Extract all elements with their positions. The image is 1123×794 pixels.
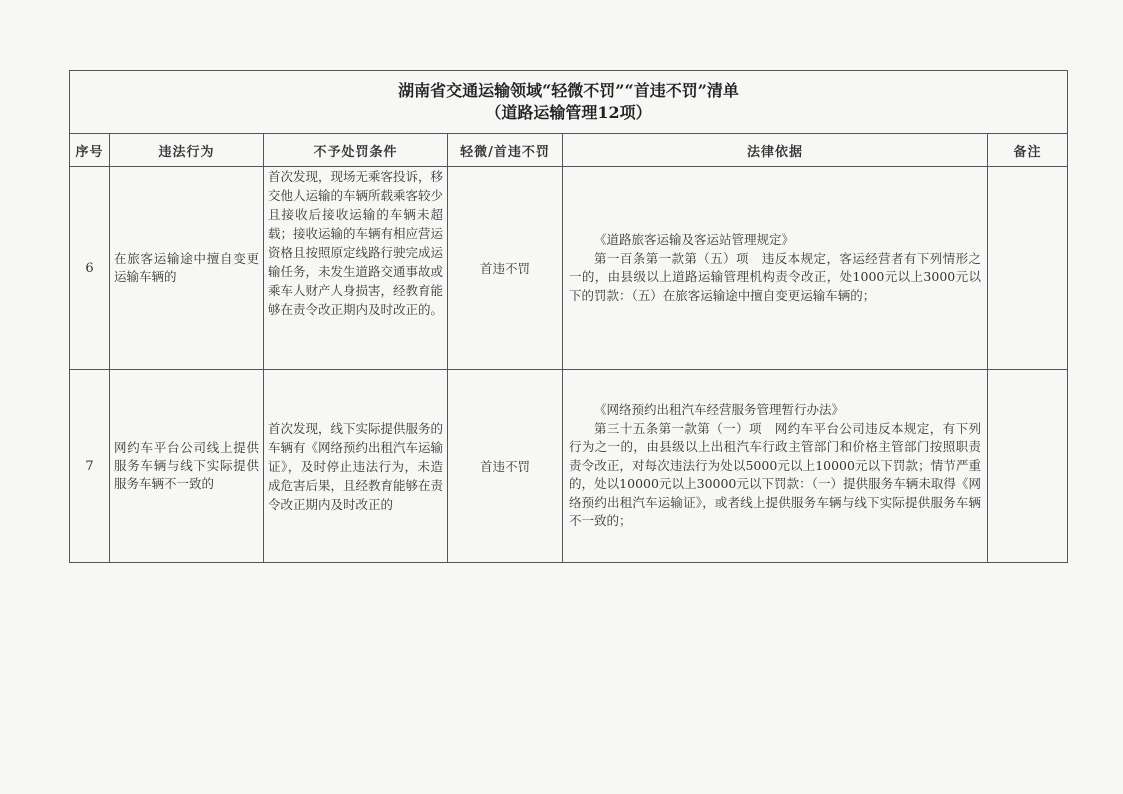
table-header-row [70,134,1068,167]
row-number: 7 [70,370,110,563]
row-condition: 首次发现，现场无乘客投诉，移交他人运输的车辆所载乘客较少且接收后接收运输的车辆未超载；接收运输的车辆有相应营运资格且按照原定线路行驶完成运输任务，未发生道路交通事故或乘车人财产人身损害，经教育能够在责令改正期内及时改正的。 [264,167,448,370]
table-row [70,370,1068,563]
law-source: 《网络预约出租汽车经营服务管理暂行办法》 [594,402,845,418]
table-title-cell [70,71,1068,134]
penalty-list-table [69,70,1068,563]
row-condition: 首次发现，线下实际提供服务的车辆有《网络预约出租汽车运输证》，及时停止违法行为，未造成危害后果，且经教育能够在责令改正期内及时改正的 [264,370,448,563]
row-violation: 网约车平台公司线上提供服务车辆与线下实际提供服务车辆不一致的 [110,370,264,563]
row-note [988,167,1068,370]
document-subtitle: （道路运输管理12项） [485,103,652,122]
header-penalty-type: 轻微/首违不罚 [448,134,563,167]
law-source: 《道路旅客运输及客运站管理规定》 [594,232,795,247]
row-legal-basis [563,167,988,370]
row-penalty-type: 首违不罚 [448,370,563,563]
header-note: 备注 [988,134,1068,167]
row-number: 6 [70,167,110,370]
header-number: 序号 [70,134,110,167]
law-text: 第一百条第一款第（五）项 违反本规定，客运经营者有下列情形之一的，由县级以上道路运输管理机构责令改正，处1000元以上3000元以下的罚款：（五）在旅客运输途中擅自变更运输车辆的； [569,250,981,303]
document-title: 湖南省交通运输领域“轻微不罚”“首违不罚”清单 [398,81,739,100]
header-condition: 不予处罚条件 [264,134,448,167]
header-legal-basis: 法律依据 [563,134,988,167]
row-violation: 在旅客运输途中擅自变更运输车辆的 [110,167,264,370]
table-row [70,167,1068,370]
law-text: 第三十五条第一款第（一）项 网约车平台公司违反本规定，有下列行为之一的，由县级以上出租汽车行政主管部门和价格主管部门按照职责责令改正，对每次违法行为处以5000元以上10000元以下罚款；情节严重的，处以10000元以上30000元以下罚款：（一）提供服务车辆未取得《网络预约出租汽车运输证》，或者线上提供服务车辆与线下实际提供服务车辆不一致的； [569,420,981,529]
row-penalty-type: 首违不罚 [448,167,563,370]
row-legal-basis [563,370,988,563]
header-violation: 违法行为 [110,134,264,167]
row-note [988,370,1068,563]
